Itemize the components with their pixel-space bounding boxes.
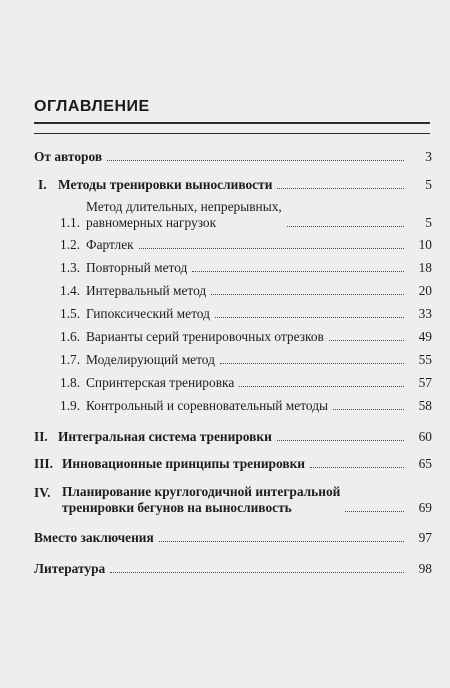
toc-entry-1-7 <box>34 351 432 368</box>
toc-entry-1-9 <box>34 397 432 414</box>
leader-dots <box>329 340 404 341</box>
toc-section-number: 1.5. <box>60 306 81 321</box>
toc-page-number: 65 <box>418 456 432 471</box>
toc-page-number: 58 <box>418 398 432 413</box>
toc-entry-text: Фартлек <box>86 237 134 252</box>
toc-entry-text: Варианты серий тренировочных отрезков <box>86 329 324 344</box>
toc-entry-1-1 <box>34 199 432 231</box>
toc-entry-text <box>86 199 282 231</box>
toc-entry-text: Интегральная система тренировки <box>58 429 272 444</box>
toc-section-number: 1.9. <box>60 398 81 413</box>
leader-dots <box>107 160 404 161</box>
toc-page-number: 97 <box>418 530 432 545</box>
toc-entry-text: Вместо заключения <box>34 530 154 545</box>
toc-section-number: 1.1. <box>60 215 81 230</box>
toc-entry-text: От авторов <box>34 149 103 164</box>
leader-dots <box>333 409 404 410</box>
leader-dots <box>277 188 404 189</box>
toc-entry-chapter-3 <box>34 455 432 472</box>
toc-entry-text-line1: Метод длительных, непрерывных, <box>86 199 282 214</box>
toc-entry-text: Методы тренировки выносливости <box>58 177 273 192</box>
toc-entry-authors <box>34 148 432 165</box>
title-rule-bottom <box>34 133 430 134</box>
toc-entry-1-8 <box>34 374 432 391</box>
toc-entry-1-6 <box>34 328 432 345</box>
leader-dots <box>211 294 404 295</box>
table-of-contents <box>34 146 432 577</box>
toc-entry-literature <box>34 560 432 577</box>
toc-page-number: 3 <box>425 149 432 164</box>
toc-entry-text: Гипоксический метод <box>86 306 210 321</box>
leader-dots <box>239 386 404 387</box>
toc-entry-text <box>62 484 340 516</box>
toc-entry-chapter-1 <box>34 176 432 193</box>
leader-dots <box>192 271 404 272</box>
leader-dots <box>345 511 404 512</box>
toc-page-number: 5 <box>425 177 432 192</box>
toc-page-number: 18 <box>418 260 432 275</box>
toc-chapter-number: III. <box>34 456 53 471</box>
toc-page-number: 60 <box>418 429 432 444</box>
toc-entry-chapter-4 <box>34 484 432 516</box>
toc-section-number: 1.7. <box>60 352 81 367</box>
toc-chapter-number: IV. <box>34 485 51 500</box>
toc-page-number: 55 <box>418 352 432 367</box>
leader-dots <box>110 572 404 573</box>
leader-dots <box>159 541 404 542</box>
toc-section-number: 1.8. <box>60 375 81 390</box>
leader-dots <box>215 317 404 318</box>
leader-dots <box>287 226 404 227</box>
toc-page-number: 57 <box>418 375 432 390</box>
leader-dots <box>277 440 404 441</box>
toc-entry-text: Повторный метод <box>86 260 188 275</box>
toc-entry-1-4 <box>34 282 432 299</box>
toc-chapter-number: II. <box>34 429 48 444</box>
toc-entry-text: Контрольный и соревновательный методы <box>86 398 329 413</box>
toc-entry-text: Литература <box>34 561 106 576</box>
toc-entry-text: Инновационные принципы тренировки <box>62 456 306 471</box>
leader-dots <box>220 363 404 364</box>
toc-section-number: 1.3. <box>60 260 81 275</box>
toc-entry-chapter-2 <box>34 428 432 445</box>
toc-page-number: 33 <box>418 306 432 321</box>
toc-entry-text: Моделирующий метод <box>86 352 215 367</box>
toc-section-number: 1.2. <box>60 237 81 252</box>
title-rule-top <box>34 122 430 124</box>
toc-section-number: 1.4. <box>60 283 81 298</box>
toc-entry-text: Спринтерская тренировка <box>86 375 235 390</box>
toc-page-number: 98 <box>418 561 432 576</box>
toc-chapter-number: I. <box>38 177 47 192</box>
toc-entry-text-line2: тренировки бегунов на выносливость <box>62 500 292 515</box>
toc-entry-text: Интервальный метод <box>86 283 207 298</box>
toc-page-number: 20 <box>418 283 432 298</box>
toc-entry-1-5 <box>34 305 432 322</box>
toc-entry-text-line2: равномерных нагрузок <box>86 215 217 230</box>
toc-page-number: 10 <box>418 237 432 252</box>
toc-page-number: 49 <box>418 329 432 344</box>
toc-entry-1-3 <box>34 259 432 276</box>
toc-page-number: 5 <box>425 215 432 230</box>
leader-dots <box>310 467 404 468</box>
toc-entry-1-2 <box>34 236 432 253</box>
toc-entry-text-line1: Планирование круглогодичной интегральной <box>62 484 341 499</box>
leader-dots <box>139 248 404 249</box>
page-title: ОГЛАВЛЕНИЕ <box>34 98 150 115</box>
toc-entry-conclusion <box>34 529 432 546</box>
toc-page-number: 69 <box>418 500 432 515</box>
toc-section-number: 1.6. <box>60 329 81 344</box>
